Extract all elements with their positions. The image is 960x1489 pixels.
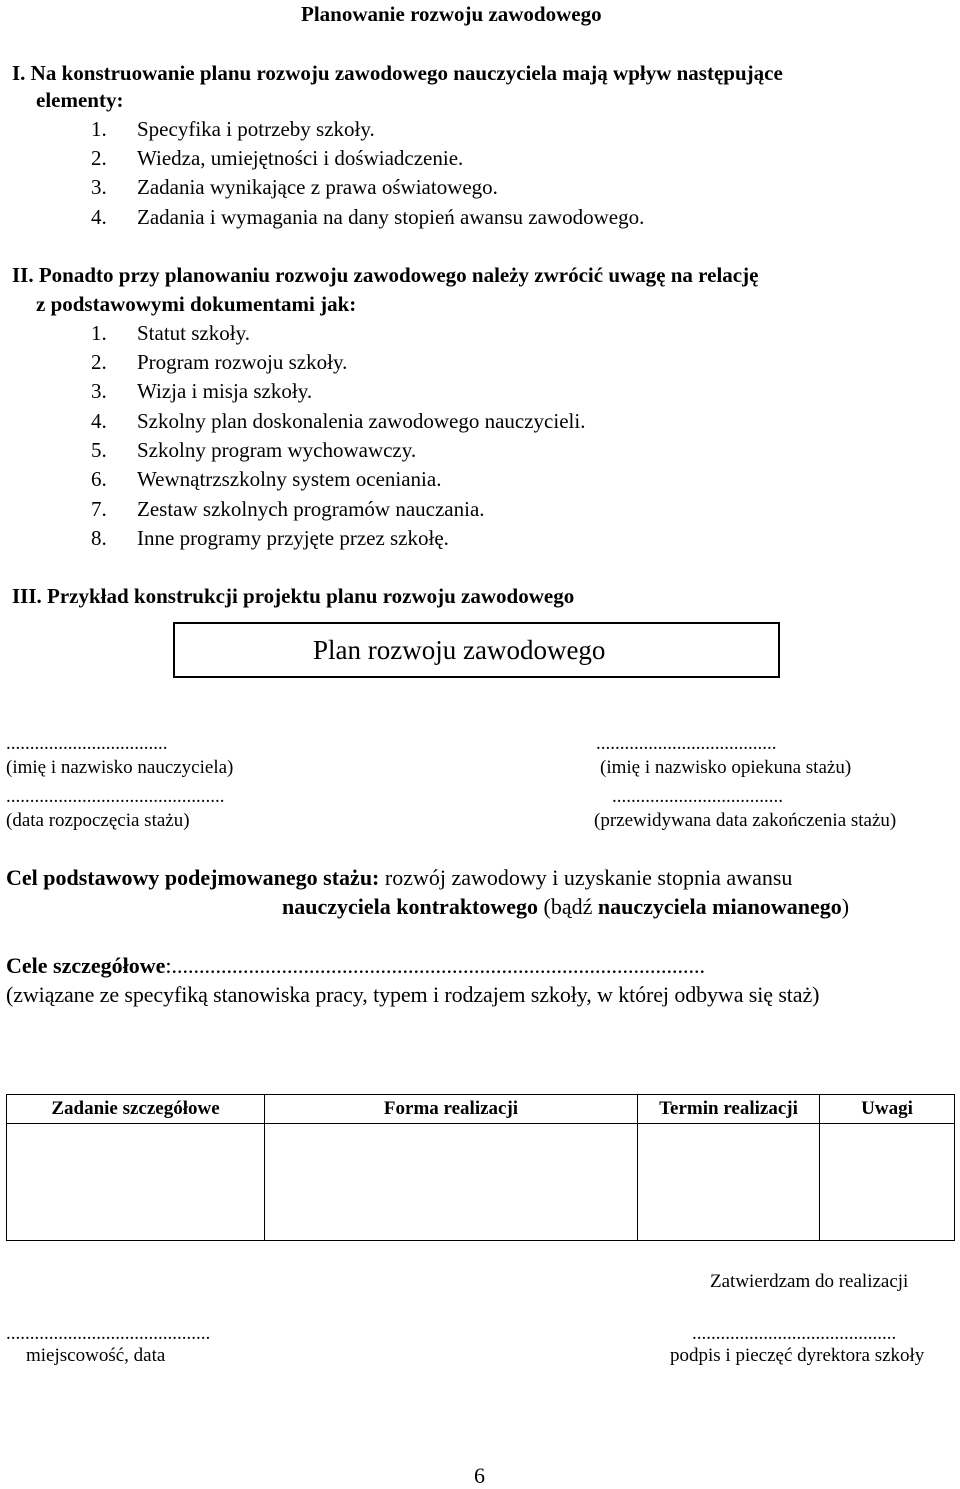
- list-item: 2. Program rozwoju szkoły.: [91, 350, 348, 374]
- list-item: 3. Zadania wynikające z prawa oświatowego.: [91, 175, 498, 199]
- table-cell: [265, 1124, 638, 1241]
- start-date-label: (data rozpoczęcia stażu): [6, 810, 190, 831]
- table-header-row: [7, 1095, 955, 1124]
- signature-label: podpis i pieczęć dyrektora szkoły: [670, 1345, 925, 1366]
- detailed-goals-dots: :.................................................................................................: [165, 953, 706, 978]
- table-header-cell: Zadanie szczegółowe: [7, 1095, 265, 1124]
- mentor-name-label: (imię i nazwisko opiekuna stażu): [600, 757, 852, 778]
- list-item: 4. Zadania i wymagania na dany stopień awansu zawodowego.: [91, 205, 645, 229]
- list-item: 7. Zestaw szkolnych programów nauczania.: [91, 497, 485, 521]
- list-item: 3. Wizja i misja szkoły.: [91, 379, 313, 403]
- teacher-name-dots: ..................................: [6, 733, 168, 754]
- section-2-heading-cont: z podstawowymi dokumentami jak:: [36, 292, 357, 316]
- list-item: 8. Inne programy przyjęte przez szkołę.: [91, 526, 449, 550]
- teacher-name-label: (imię i nazwisko nauczyciela): [6, 757, 234, 778]
- section-2-heading: II. Ponadto przy planowaniu rozwoju zawodowego należy zwrócić uwagę na relację: [12, 263, 759, 287]
- main-goal-text: rozwój zawodowy i uzyskanie stopnia awansu: [379, 865, 793, 890]
- table-cell: [7, 1124, 265, 1241]
- list-item: 6. Wewnątrzszkolny system oceniania.: [91, 467, 442, 491]
- section-1-heading-cont: elementy:: [36, 88, 124, 112]
- end-date-dots: ....................................: [612, 786, 783, 807]
- section-3-heading: III. Przykład konstrukcji projektu planu rozwoju zawodowego: [12, 584, 575, 608]
- detailed-goals-note: (związane ze specyfiką stanowiska pracy, typem i rodzajem szkoły, w której odbywa się staż): [6, 982, 820, 1007]
- main-goal: [6, 865, 792, 891]
- list-item: 1. Specyfika i potrzeby szkoły.: [91, 117, 375, 141]
- list-item: 4. Szkolny plan doskonalenia zawodowego nauczycieli.: [91, 409, 586, 433]
- list-item: 5. Szkolny program wychowawczy.: [91, 438, 417, 462]
- tasks-table: [6, 1094, 955, 1241]
- page-number: 6: [474, 1463, 485, 1488]
- mentor-name-dots: ......................................: [596, 733, 777, 754]
- place-date-label: miejscowość, data: [26, 1345, 166, 1366]
- table-header-cell: Forma realizacji: [265, 1095, 638, 1124]
- start-date-dots: ..............................................: [6, 786, 225, 807]
- plan-title-box: [173, 622, 780, 678]
- table-cell: [638, 1124, 820, 1241]
- table-row: [7, 1124, 955, 1241]
- detailed-goals: [6, 953, 705, 979]
- end-date-label: (przewidywana data zakończenia stażu): [594, 810, 897, 831]
- document-title: Planowanie rozwoju zawodowego: [301, 2, 602, 26]
- approval-text: Zatwierdzam do realizacji: [710, 1271, 909, 1292]
- list-item: 1. Statut szkoły.: [91, 321, 250, 345]
- detailed-goals-label: Cele szczegółowe: [6, 953, 166, 978]
- place-date-dots: ...........................................: [6, 1323, 211, 1344]
- table-cell: [820, 1124, 955, 1241]
- table-header-cell: Termin realizacji: [638, 1095, 820, 1124]
- table-header-cell: Uwagi: [820, 1095, 955, 1124]
- main-goal-cont: nauczyciela kontraktowego (bądź nauczyciela mianowanego): [282, 894, 850, 919]
- signature-dots: ...........................................: [692, 1323, 897, 1344]
- plan-title: Plan rozwoju zawodowego: [313, 635, 606, 665]
- list-item: 2. Wiedza, umiejętności i doświadczenie.: [91, 146, 464, 170]
- section-1-heading: I. Na konstruowanie planu rozwoju zawodowego nauczyciela mają wpływ następujące: [12, 61, 783, 85]
- main-goal-label: Cel podstawowy podejmowanego stażu:: [6, 865, 380, 890]
